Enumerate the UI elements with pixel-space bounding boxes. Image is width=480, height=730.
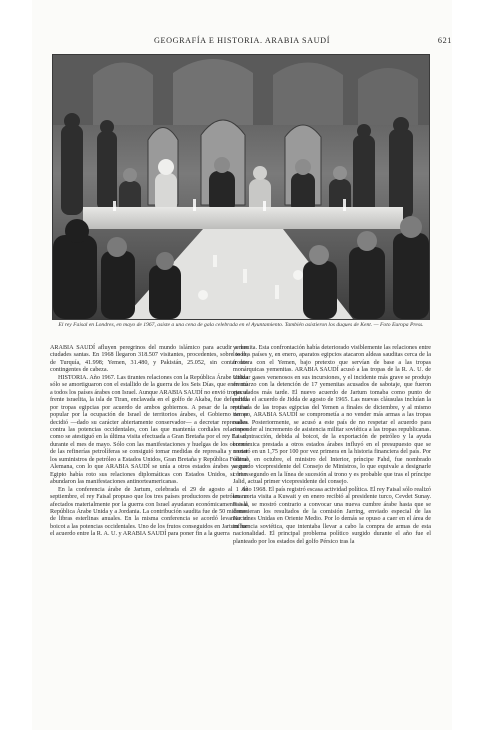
right-paragraph-1: yemenita. Esta confrontación había deteriorado visiblemente las relaciones entre los dos países y, en enero, aparatos egipcios atacaron aldeas sauditas cerca de la frontera con el Yemen, bajo pretexto que servían de base a las tropas monárquicas yemenitas. ARABIA SAUDÍ acusó a las tropas de la R. A. U. de utilizar gases venenosos en sus incursiones, y el incidente más grave se produjo en marzo con la detención de 17 yemenitas acusados de sabotaje, que fueron ejecutados más tarde. El nuevo acuerdo de Jartum tomaba como punto de partida el acuerdo de Jidda de agosto de 1965. Las nuevas cláusulas incluían la retirada de las tropas egipcias del Yemen a finales de diciembre, y al mismo tiempo, ARABIA SAUDÍ se comprometía a no vender más armas a las tropas reales. Posteriormente, se acusó a este país de no respetar el acuerdo para responder al incremento de asistencia militar soviética a las tropas republicanas. La contracción, debida al boicot, de la exportación de petróleo y la ayuda económica prestada a otros estados árabes influyó en el presupuesto que se recortó en un 1,75 por 100 por vez primera en la historia financiera del país. Por último, en octubre, el ministro del Interior, príncipe Fahd, fue nombrado segundo vicepresidente del Consejo de Ministros, lo que equivale a designarle como segundo en la línea de sucesión al trono y es probable que tras el príncipe Jalid, actual primer vicepresidente del consejo. (233, 345, 431, 486)
right-paragraph-2: Año 1968. El país registró escasa actividad política. El rey Faisal sólo realizó una corta visita a Kuwait y en enero recibió al presidente turco, Cevdet Sunay. Faisal, se mostró contrario a convocar una nueva cumbre árabe hasta que se conocieran los resultados de la comisión Jarring, enviado especial de las Naciones Unidas en Oriente Medio. Por lo demás se opuso a caer en el área de influencia soviética, que intentaba llevar a cabo la compra de armas de esta nacionalidad. El principal problema político surgido durante el año fue el planteado por los estados del golfo Pérsico tras la (233, 486, 431, 545)
banquet-photo (52, 54, 430, 320)
left-paragraph-1: ARABIA SAUDÍ afluyen peregrinos del mundo islámico para acudir a los ciudades santas. En 1968 llegaron 318.507 visitantes, procedentes, sobre todo, de Turquía, 41.998; Yemen, 31.480, y Pakistán, 25.052, sin contar los contingentes de cabeza. (50, 345, 248, 374)
right-column (233, 345, 431, 546)
running-header (32, 36, 452, 48)
page-number: 621 (437, 36, 452, 45)
running-title: GEOGRAFÍA E HISTORIA. ARABIA SAUDÍ (153, 36, 331, 45)
left-paragraph-3: En la conferencia árabe de Jartum, celebrada el 29 de agosto al 1 de septiembre, el rey Faisal propuso que los tres países productores de petróleo no afectados materialmente por la guerra con Israel ayudaran económicamente a la República Árabe Unida y a Jordania. La contribución saudita fue de 50 millones de libras esterlinas anuales. En la misma conferencia se acordó levantar el boicot a las potencias occidentales. Uno de los frutos conseguidos en Jartum fue el acuerdo entre la R. A. U. y ARABIA SAUDÍ para poner fin a la guerra (50, 486, 248, 538)
left-paragraph-2: HISTORIA. Año 1967. Las tirantes relaciones con la República Árabe Unida sólo se amortiguaron con el estallido de la guerra de los Seis Días, que enfrentó a todos los países árabes con Israel. Aunque ARABIA SAUDÍ no envió tropas al frente israelita, la isla de Tiran, enclavada en el golfo de Akaba, fue defendida por tropas egipcias por acuerdo de ambos gobiernos. A pesar de la repulsa popular por la ocupación de Israel de territorios árabes, el Gobierno no se decidió —dado su carácter abiertamente conservador— a decretar represalias contra las potencias occidentales, con las que mantenía cordiales relaciones como se atestiguó en la última visita efectuada a Gran Bretaña por el rey Faisal, durante el mes de mayo. Sólo con las manifestaciones y huelgas de los obreros de las refinerías petrolíferas se consiguió tomar medidas de represalia y cortar los suministros de petróleo a Estados Unidos, Gran Bretaña y República Federal Alemana, con lo que ARABIA SAUDÍ se unía a otros estados árabes ya que Egipto había roto sus relaciones diplomáticas con Estados Unidos, si bien abundaron las manifestaciones antinorteamericanas. (50, 374, 248, 486)
photo-banquet-icon (53, 55, 429, 319)
left-column (50, 345, 248, 539)
photo-caption: El rey Faisal en Londres, en mayo de 1967, asiste a una cena de gala celebrada en el Ayuntamiento. También asistieron los duques de Kent. — Foto Europa Press. (58, 322, 424, 328)
